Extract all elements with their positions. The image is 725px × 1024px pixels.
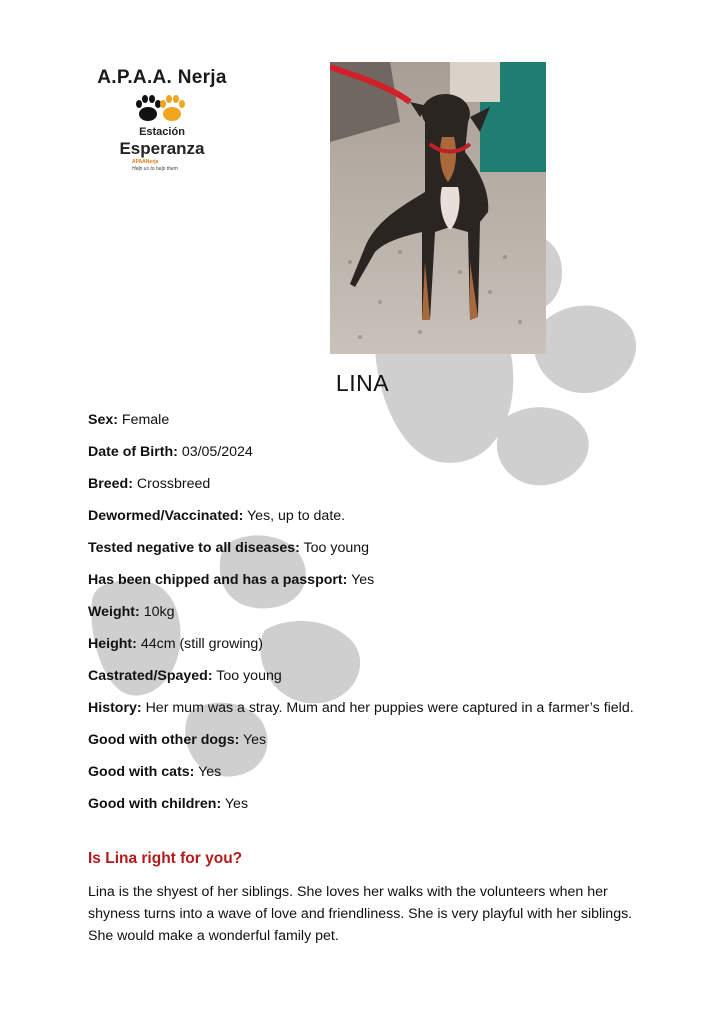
field-dewormed-vaccinated: Dewormed/Vaccinated: Yes, up to date. xyxy=(88,508,346,524)
field-breed: Breed: Crossbreed xyxy=(88,476,211,492)
dog-details-list xyxy=(88,410,648,826)
section-title: Is Lina right for you? xyxy=(88,850,243,867)
two-paws-icon xyxy=(134,92,190,124)
field-history: History: Her mum was a stray. Mum and her puppies were captured in a farmer’s field. xyxy=(88,700,634,716)
logo-tagline-block xyxy=(132,159,232,173)
field-chipped-passport: Has been chipped and has a passport: Yes xyxy=(88,572,375,588)
logo-tag-org: APAANerja xyxy=(132,159,159,165)
field-tested-negative: Tested negative to all diseases: Too young xyxy=(88,540,370,556)
org-logo xyxy=(92,66,232,178)
field-good-with-dogs: Good with other dogs: Yes xyxy=(88,732,267,748)
field-good-with-cats: Good with cats: Yes xyxy=(88,764,222,780)
dog-name-heading: LINA xyxy=(335,370,390,396)
dog-photo xyxy=(330,62,546,354)
logo-title: A.P.A.A. Nerja xyxy=(97,67,227,88)
logo-estacion: Estación xyxy=(139,126,185,138)
field-date-of-birth: Date of Birth: 03/05/2024 xyxy=(88,444,253,460)
field-good-with-children: Good with children: Yes xyxy=(88,796,249,812)
logo-esperanza: Esperanza xyxy=(119,139,205,158)
field-sex: Sex: Female xyxy=(88,412,170,428)
field-weight: Weight: 10kg xyxy=(88,604,175,620)
logo-tagline: Help us to help them xyxy=(132,166,178,172)
dog-description: Lina is the shyest of her siblings. She loves her walks with the volunteers when her shyness turns into a wave of love and friendliness. She is very playful with her siblings. She would make a wonderful family pet. xyxy=(88,884,633,944)
field-height: Height: 44cm (still growing) xyxy=(88,636,264,652)
field-castrated-spayed: Castrated/Spayed: Too young xyxy=(88,668,282,684)
